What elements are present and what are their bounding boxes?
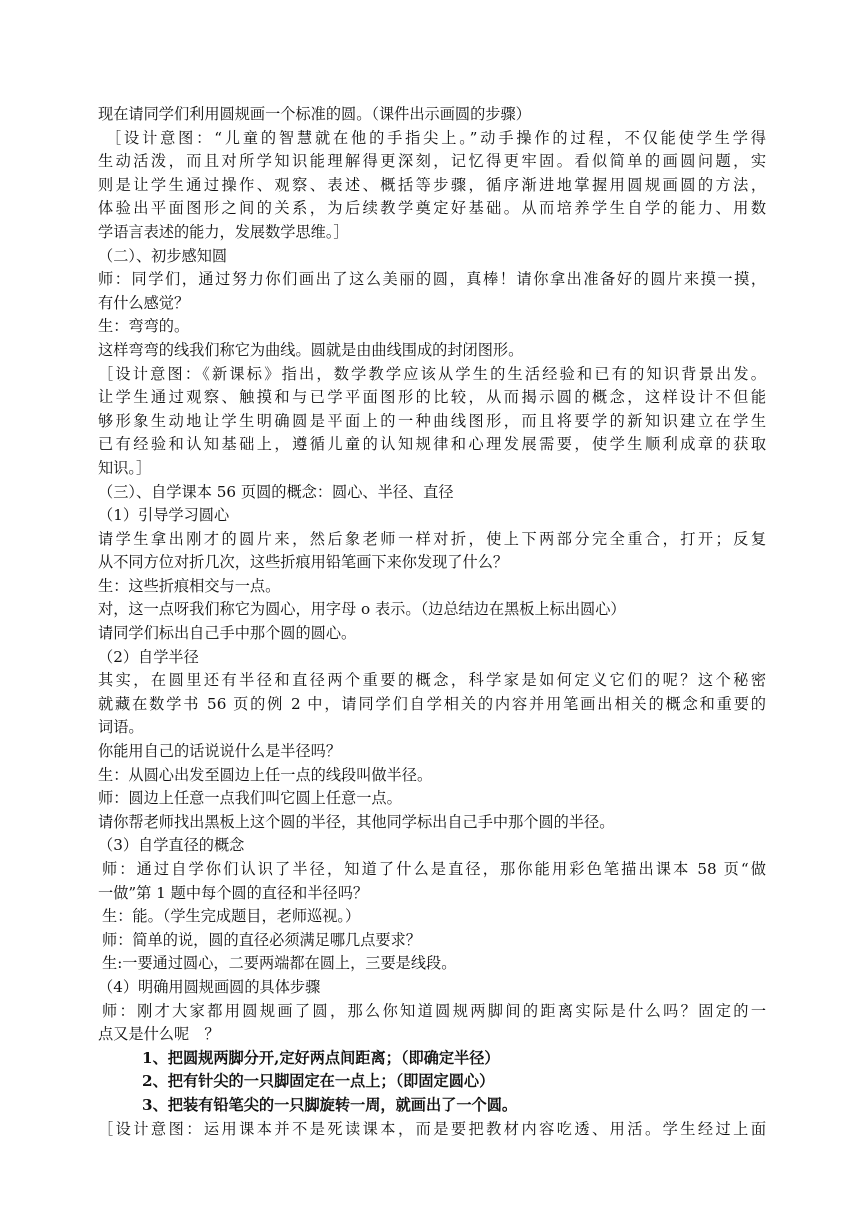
- text-line: 生：从圆心出发至圆边上任一点的线段叫做半径。: [98, 765, 433, 784]
- text-line: 对，这一点呀我们称它为圆心，用字母 o 表示。（边总结边在黑板上标出圆心）: [98, 600, 626, 619]
- subheading-radius: （2）自学半径: [98, 647, 199, 666]
- section-heading-3: （三）、自学课本 56 页圆的概念：圆心、半径、直径: [98, 482, 454, 501]
- text-line: 生:一要通过圆心，二要两端都在圆上，三要是线段。: [102, 954, 457, 973]
- text-line: 请同学们标出自己手中那个圆的圆心。: [98, 624, 357, 643]
- text-line: 点又是什么呢 ？: [98, 1025, 220, 1044]
- text-line: 生：弯弯的。: [98, 317, 190, 336]
- step-2: 2、把有针尖的一只脚固定在一点上；（即固定圆心）: [142, 1072, 495, 1091]
- text-line: 已有经验和认知基础上，遵循儿童的认知规律和心理发展需要，使学生顺利成章的获取: [98, 435, 766, 454]
- step-1: 1、把圆规两脚分开,定好两点间距离；（即确定半径）: [142, 1048, 500, 1067]
- design-intent-paragraph-1: ［设计意图：“儿童的智慧就在他的手指尖上。”动手操作的过程，不仅能使学生学得: [106, 128, 766, 147]
- text-line: 请你帮老师找出黑板上这个圆的半径，其他同学标出自己手中那个圆的半径。: [98, 812, 615, 831]
- design-intent-paragraph-2: ［设计意图：《新课标》指出，数学教学应该从学生的生活经验和已有的知识背景出发。: [98, 364, 766, 383]
- text-line: 师：简单的说，圆的直径必须满足哪几点要求？: [102, 930, 421, 949]
- text-line: 生动活泼，而且对所学知识能理解得更深刻，记忆得更牢固。看似简单的画圆问题，实: [98, 152, 766, 171]
- text-line: 有什么感觉？: [98, 293, 190, 312]
- text-line: 让学生通过观察、触摸和与已学平面图形的比较，从而揭示圆的概念，这样设计不但能: [98, 388, 766, 407]
- section-heading-2: （二）、初步感知圆: [98, 246, 228, 265]
- text-line: 体验出平面图形之间的关系，为后续教学奠定好基础。从而培养学生自学的能力、用数: [98, 199, 766, 218]
- text-line: 生：这些折痕相交与一点。: [98, 576, 281, 595]
- text-line: 现在请同学们利用圆规画一个标准的圆。（课件出示画圆的步骤）: [98, 105, 531, 123]
- text-line: 请学生拿出刚才的圆片来，然后象老师一样对折，使上下两部分完全重合，打开；反复: [98, 529, 766, 548]
- text-line: 师：刚才大家都用圆规画了圆，那么你知道圆规两脚间的距离实际是什么吗？固定的一: [102, 1001, 766, 1020]
- text-line: 你能用自己的话说说什么是半径吗？: [98, 742, 341, 761]
- text-line: 词语。: [98, 718, 144, 737]
- text-line: 从不同方位对折几次，这些折痕用铅笔画下来你发现了什么？: [98, 553, 509, 572]
- subheading-compass-steps: （4）明确用圆规画圆的具体步骤: [98, 977, 321, 996]
- text-line: 一做”第 1 题中每个圆的直径和半径吗？: [98, 883, 369, 902]
- text-line: 够形象生动地让学生明确圆是平面上的一种曲线图形，而且将要学的新知识建立在学生: [98, 411, 766, 430]
- text-line: 其实，在圆里还有半径和直径两个重要的概念，科学家是如何定义它们的呢？这个秘密: [98, 671, 766, 690]
- text-line: 这样弯弯的线我们称它为曲线。圆就是由曲线围成的封闭图形。: [98, 340, 524, 359]
- step-3: 3、把装有铅笔尖的一只脚旋转一周，就画出了一个圆。: [142, 1095, 518, 1114]
- text-line: 就藏在数学书 56 页的例 2 中，请同学们自学相关的内容并用笔画出相关的概念和重要的: [98, 694, 766, 713]
- text-line: 则是让学生通过操作、观察、表述、概括等步骤，循序渐进地掌握用圆规画圆的方法，: [98, 175, 766, 194]
- text-line: 生：能。（学生完成题目，老师巡视。）: [102, 907, 361, 926]
- subheading-diameter: （3）自学直径的概念: [98, 836, 245, 855]
- text-line: 师：圆边上任意一点我们叫它圆上任意一点。: [98, 789, 402, 808]
- text-line: 师：通过自学你们认识了半径，知道了什么是直径，那你能用彩色笔描出课本 58 页“做: [102, 860, 766, 878]
- document-body: [98, 103, 766, 1141]
- text-line: 知识。］: [98, 458, 152, 477]
- subheading-center: （1）引导学习圆心: [98, 506, 230, 525]
- text-line: 学语言表述的能力，发展数学思维。］: [98, 222, 349, 241]
- design-intent-paragraph-3: ［设计意图：运用课本并不是死读课本，而是要把教材内容吃透、用活。学生经过上面: [98, 1119, 766, 1138]
- text-line: 师：同学们，通过努力你们画出了这么美丽的圆，真棒！请你拿出准备好的圆片来摸一摸，: [98, 270, 766, 289]
